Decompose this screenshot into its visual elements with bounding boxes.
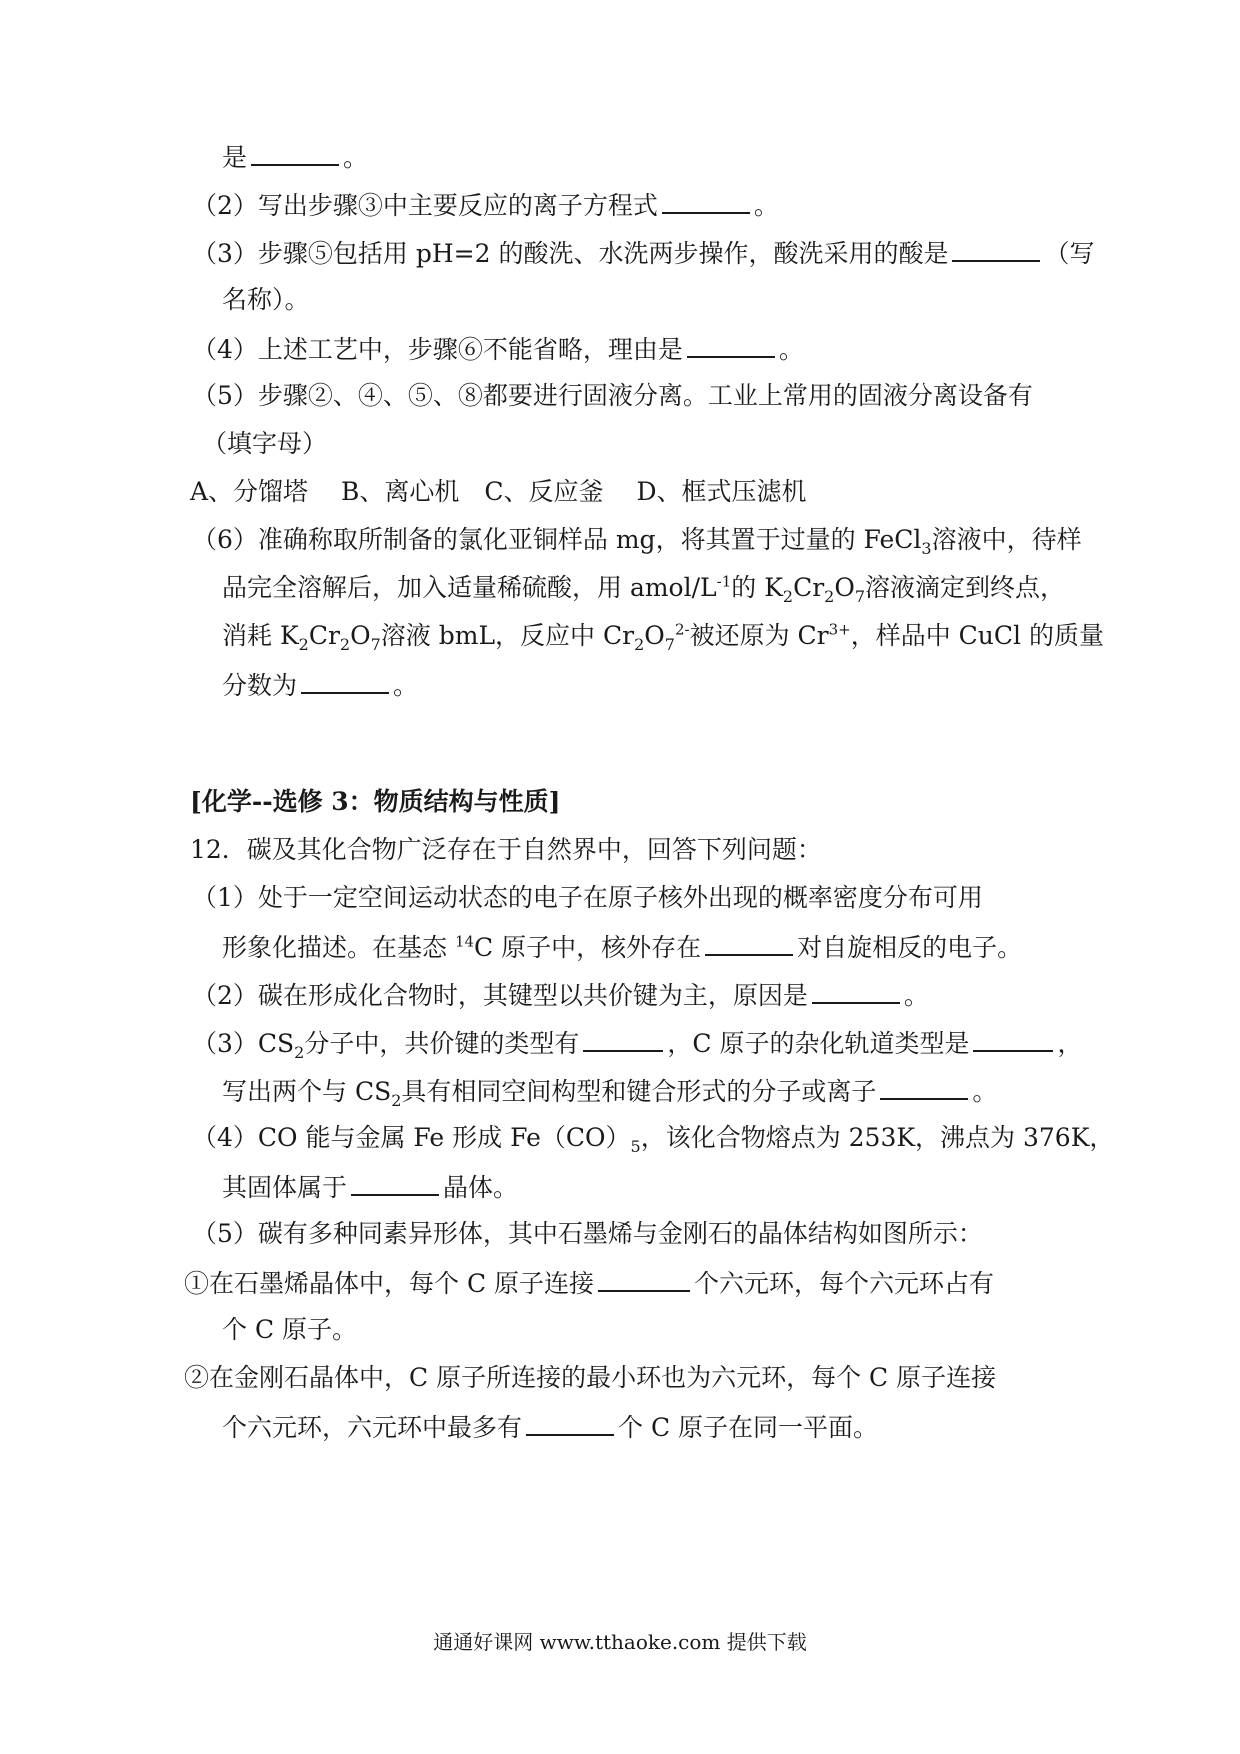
line-text: 被还原为 Cr bbox=[689, 621, 829, 650]
subscript: 2 bbox=[298, 635, 309, 654]
answer-blank[interactable] bbox=[973, 1024, 1053, 1052]
question-12 bbox=[190, 832, 822, 868]
line-text: ，该化合物熔点为 253K，沸点为 376K， bbox=[640, 1123, 1115, 1152]
line-text: 个 C 原子。 bbox=[222, 1315, 358, 1344]
line-text: 溶液 bmL，反应中 Cr bbox=[380, 621, 635, 650]
line-text: C 原子中，核外存在 bbox=[474, 933, 702, 962]
line-text: Cr bbox=[793, 573, 825, 602]
line-text: O bbox=[350, 621, 371, 650]
answer-blank[interactable] bbox=[351, 1168, 439, 1196]
line-text: 晶体。 bbox=[443, 1173, 519, 1202]
answer-blank[interactable] bbox=[526, 1408, 614, 1436]
question-6-cont bbox=[222, 618, 1104, 654]
line-text: 其固体属于 bbox=[222, 1173, 348, 1202]
page-footer bbox=[0, 1627, 1240, 1657]
answer-blank[interactable] bbox=[598, 1264, 690, 1292]
sub-question-5-part-2-cont bbox=[222, 1408, 878, 1446]
line-text: 形象化描述。在基态 bbox=[222, 933, 455, 962]
subscript: 7 bbox=[664, 635, 675, 654]
sub-question-5-part-2 bbox=[184, 1360, 996, 1396]
line-text: 12．碳及其化合物广泛存在于自然界中，回答下列问题： bbox=[190, 835, 822, 864]
line-text: 溶液滴定到终点， bbox=[865, 573, 1066, 602]
line-text: （1）处于一定空间运动状态的电子在原子核外出现的概率密度分布可用 bbox=[192, 883, 983, 912]
sub-question-5-part-1-cont bbox=[222, 1312, 357, 1348]
line-text: 个 C 原子在同一平面。 bbox=[618, 1413, 879, 1442]
superscript: 3+ bbox=[828, 620, 851, 639]
line-text: （4）CO 能与金属 Fe 形成 Fe（CO） bbox=[192, 1123, 631, 1152]
line-text: 分数为 bbox=[222, 671, 298, 700]
line-text: 个六元环，六元环中最多有 bbox=[222, 1413, 523, 1442]
subscript: 2 bbox=[294, 1043, 305, 1062]
subscript: 3 bbox=[921, 539, 932, 558]
sub-question-1-cont bbox=[222, 928, 1022, 966]
line-text: 名称）。 bbox=[222, 285, 310, 314]
subscript: 5 bbox=[630, 1137, 641, 1156]
line-text: （3）CS bbox=[192, 1029, 295, 1058]
question-5 bbox=[192, 378, 1033, 414]
question-3-cont bbox=[222, 282, 310, 318]
options-text: A、分馏塔 B、离心机 C、反应釜 D、框式压滤机 bbox=[190, 477, 807, 506]
subscript: 2 bbox=[634, 635, 645, 654]
line-text: ，样品中 CuCl 的质量 bbox=[850, 621, 1104, 650]
subscript: 7 bbox=[370, 635, 381, 654]
line-text: 。 bbox=[393, 671, 419, 700]
line-text: 消耗 K bbox=[222, 621, 299, 650]
question-6-cont bbox=[222, 570, 1065, 606]
line-text: 的 K bbox=[731, 573, 783, 602]
line-text: Cr bbox=[308, 621, 340, 650]
line-text: 。 bbox=[903, 981, 929, 1010]
subscript: 7 bbox=[854, 587, 866, 606]
line-text: 是 bbox=[222, 143, 248, 172]
sub-question-4 bbox=[192, 1120, 1114, 1156]
line-text: （填字母） bbox=[202, 429, 328, 458]
line-text: （2）碳在形成化合物时，其键型以共价键为主，原因是 bbox=[192, 981, 808, 1010]
answer-blank[interactable] bbox=[812, 976, 900, 1004]
answer-blank[interactable] bbox=[687, 330, 775, 358]
answer-blank[interactable] bbox=[705, 928, 793, 956]
section-title: [化学--选修 3：物质结构与性质] bbox=[190, 787, 561, 816]
line-text: 写出两个与 CS bbox=[222, 1077, 392, 1106]
question-5-options bbox=[190, 474, 807, 510]
line-text: 。 bbox=[778, 335, 804, 364]
sub-question-3-cont bbox=[222, 1072, 997, 1110]
superscript: -1 bbox=[716, 572, 732, 591]
answer-blank[interactable] bbox=[880, 1072, 968, 1100]
section-heading bbox=[190, 784, 561, 820]
line-text: ②在金刚石晶体中，C 原子所连接的最小环也为六元环，每个 C 原子连接 bbox=[184, 1363, 997, 1392]
question-2 bbox=[192, 186, 779, 224]
answer-blank[interactable] bbox=[662, 186, 750, 214]
question-3 bbox=[192, 234, 1094, 272]
superscript: 14 bbox=[454, 932, 475, 951]
superscript: 2- bbox=[674, 620, 690, 639]
line-text: （2）写出步骤③中主要反应的离子方程式 bbox=[192, 191, 658, 220]
line-text: 品完全溶解后，加入适量稀硫酸，用 amol/L bbox=[222, 573, 717, 602]
line-text: 分子中，共价键的类型有 bbox=[304, 1029, 580, 1058]
line-text: （3）步骤⑤包括用 pH=2 的酸洗、水洗两步操作，酸洗采用的酸是 bbox=[192, 239, 949, 268]
answer-line bbox=[222, 138, 368, 176]
subscript: 2 bbox=[339, 635, 351, 654]
question-5-cont bbox=[202, 426, 327, 462]
subscript: 2 bbox=[824, 587, 835, 606]
line-text: O bbox=[834, 573, 855, 602]
line-text: O bbox=[644, 621, 665, 650]
line-text: （写 bbox=[1044, 239, 1095, 268]
sub-question-5-part-1 bbox=[184, 1264, 994, 1302]
sub-question-4-cont bbox=[222, 1168, 518, 1206]
sub-question-3 bbox=[192, 1024, 1082, 1062]
sub-question-2 bbox=[192, 976, 929, 1014]
line-text: ①在石墨烯晶体中，每个 C 原子连接 bbox=[184, 1269, 595, 1298]
line-text: （4）上述工艺中，步骤⑥不能省略，理由是 bbox=[192, 335, 683, 364]
line-text: （6）准确称取所制备的氯化亚铜样品 mg，将其置于过量的 FeCl bbox=[192, 525, 922, 554]
line-text: （5）碳有多种同素异形体，其中石墨烯与金刚石的晶体结构如图所示： bbox=[192, 1219, 983, 1248]
answer-blank[interactable] bbox=[251, 138, 339, 166]
line-text: （5）步骤②、④、⑤、⑧都要进行固液分离。工业上常用的固液分离设备有 bbox=[192, 381, 1033, 410]
line-text: 。 bbox=[753, 191, 779, 220]
question-4 bbox=[192, 330, 804, 368]
line-text: 个六元环，每个六元环占有 bbox=[694, 1269, 995, 1298]
question-6-cont bbox=[222, 666, 418, 704]
line-text: 对自旋相反的电子。 bbox=[797, 933, 1023, 962]
line-text: 。 bbox=[972, 1077, 998, 1106]
line-text: 。 bbox=[343, 143, 369, 172]
subscript: 2 bbox=[782, 587, 794, 606]
line-text: 具有相同空间构型和键合形式的分子或离子 bbox=[401, 1077, 877, 1106]
sub-question-5 bbox=[192, 1216, 983, 1252]
line-text: 溶液中，待样 bbox=[931, 525, 1082, 554]
answer-blank[interactable] bbox=[301, 666, 389, 694]
line-text: ， bbox=[1057, 1029, 1083, 1058]
question-6 bbox=[192, 522, 1082, 558]
line-text: ，C 原子的杂化轨道类型是 bbox=[667, 1029, 970, 1058]
footer-text: 通通好课网 www.tthaoke.com 提供下载 bbox=[433, 1630, 807, 1654]
answer-blank[interactable] bbox=[583, 1024, 663, 1052]
subscript: 2 bbox=[391, 1091, 402, 1110]
answer-blank[interactable] bbox=[952, 234, 1040, 262]
sub-question-1 bbox=[192, 880, 983, 916]
